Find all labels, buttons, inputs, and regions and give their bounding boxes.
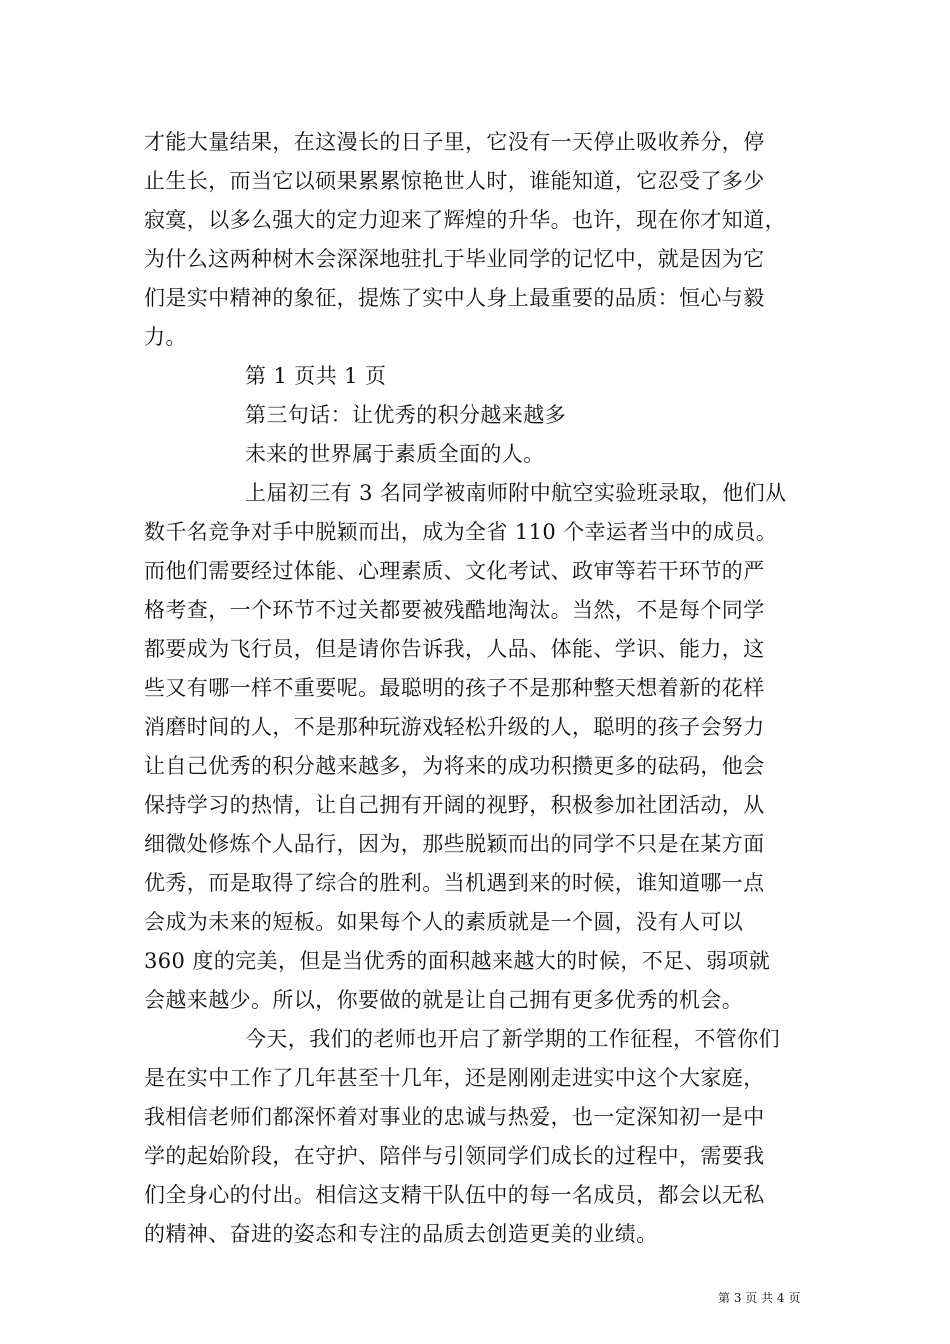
body-line: 的精神、奋进的姿态和专注的品质去创造更美的业绩。 <box>144 1222 658 1246</box>
body-line: 优秀，而是取得了综合的胜利。当机遇到来的时候，谁知道哪一点 <box>144 871 765 895</box>
body-line: 消磨时间的人，不是那种玩游戏轻松升级的人，聪明的孩子会努力 <box>144 715 765 739</box>
body-line: 学的起始阶段，在守护、陪伴与引领同学们成长的过程中，需要我 <box>144 1144 765 1168</box>
body-line: 为什么这两种树木会深深地驻扎于毕业同学的记忆中，就是因为它 <box>144 247 765 271</box>
body-line: 我相信老师们都深怀着对事业的忠诚与热爱，也一定深知初一是中 <box>144 1105 765 1129</box>
body-line: 格考查，一个环节不过关都要被残酷地淘汰。当然，不是每个同学 <box>144 598 765 622</box>
body-line: 未来的世界属于素质全面的人。 <box>245 442 545 466</box>
body-line: 们全身心的付出。相信这支精干队伍中的每一名成员，都会以无私 <box>144 1183 765 1207</box>
body-line: 才能大量结果，在这漫长的日子里，它没有一天停止吸收养分，停 <box>144 130 765 154</box>
body-line: 数千名竞争对手中脱颖而出，成为全省 110 个幸运者当中的成员。 <box>144 520 778 544</box>
body-line: 止生长，而当它以硕果累累惊艳世人时，谁能知道，它忍受了多少 <box>144 169 765 193</box>
inline-page-marker: 第 1 页共 1 页 <box>245 364 387 388</box>
section-heading: 第三句话：让优秀的积分越来越多 <box>245 403 566 427</box>
body-line: 保持学习的热情，让自己拥有开阔的视野，积极参加社团活动，从 <box>144 793 765 817</box>
body-line: 是在实中工作了几年甚至十几年，还是刚刚走进实中这个大家庭， <box>144 1066 765 1090</box>
page-footer: 第 3 页 共 4 页 <box>718 1291 801 1305</box>
body-line: 都要成为飞行员，但是请你告诉我，人品、体能、学识、能力，这 <box>144 637 765 661</box>
body-line: 今天，我们的老师也开启了新学期的工作征程，不管你们 <box>245 1027 780 1051</box>
body-line: 上届初三有 3 名同学被南师附中航空实验班录取，他们从 <box>245 481 787 505</box>
body-line: 会越来越少。所以，你要做的就是让自己拥有更多优秀的机会。 <box>144 988 744 1012</box>
body-line: 力。 <box>144 325 187 349</box>
body-line: 些又有哪一样不重要呢。最聪明的孩子不是那种整天想着新的花样 <box>144 676 765 700</box>
body-line: 而他们需要经过体能、心理素质、文化考试、政审等若干环节的严 <box>144 559 765 583</box>
body-line: 让自己优秀的积分越来越多，为将来的成功积攒更多的砝码，他会 <box>144 754 765 778</box>
body-line: 360 度的完美，但是当优秀的面积越来越大的时候，不足、弱项就 <box>144 949 771 973</box>
body-line: 会成为未来的短板。如果每个人的素质就是一个圆，没有人可以 <box>144 910 744 934</box>
body-line: 们是实中精神的象征，提炼了实中人身上最重要的品质：恒心与毅 <box>144 286 765 310</box>
body-line: 细微处修炼个人品行，因为，那些脱颖而出的同学不只是在某方面 <box>144 832 765 856</box>
body-line: 寂寞，以多么强大的定力迎来了辉煌的升华。也许，现在你才知道， <box>144 208 786 232</box>
